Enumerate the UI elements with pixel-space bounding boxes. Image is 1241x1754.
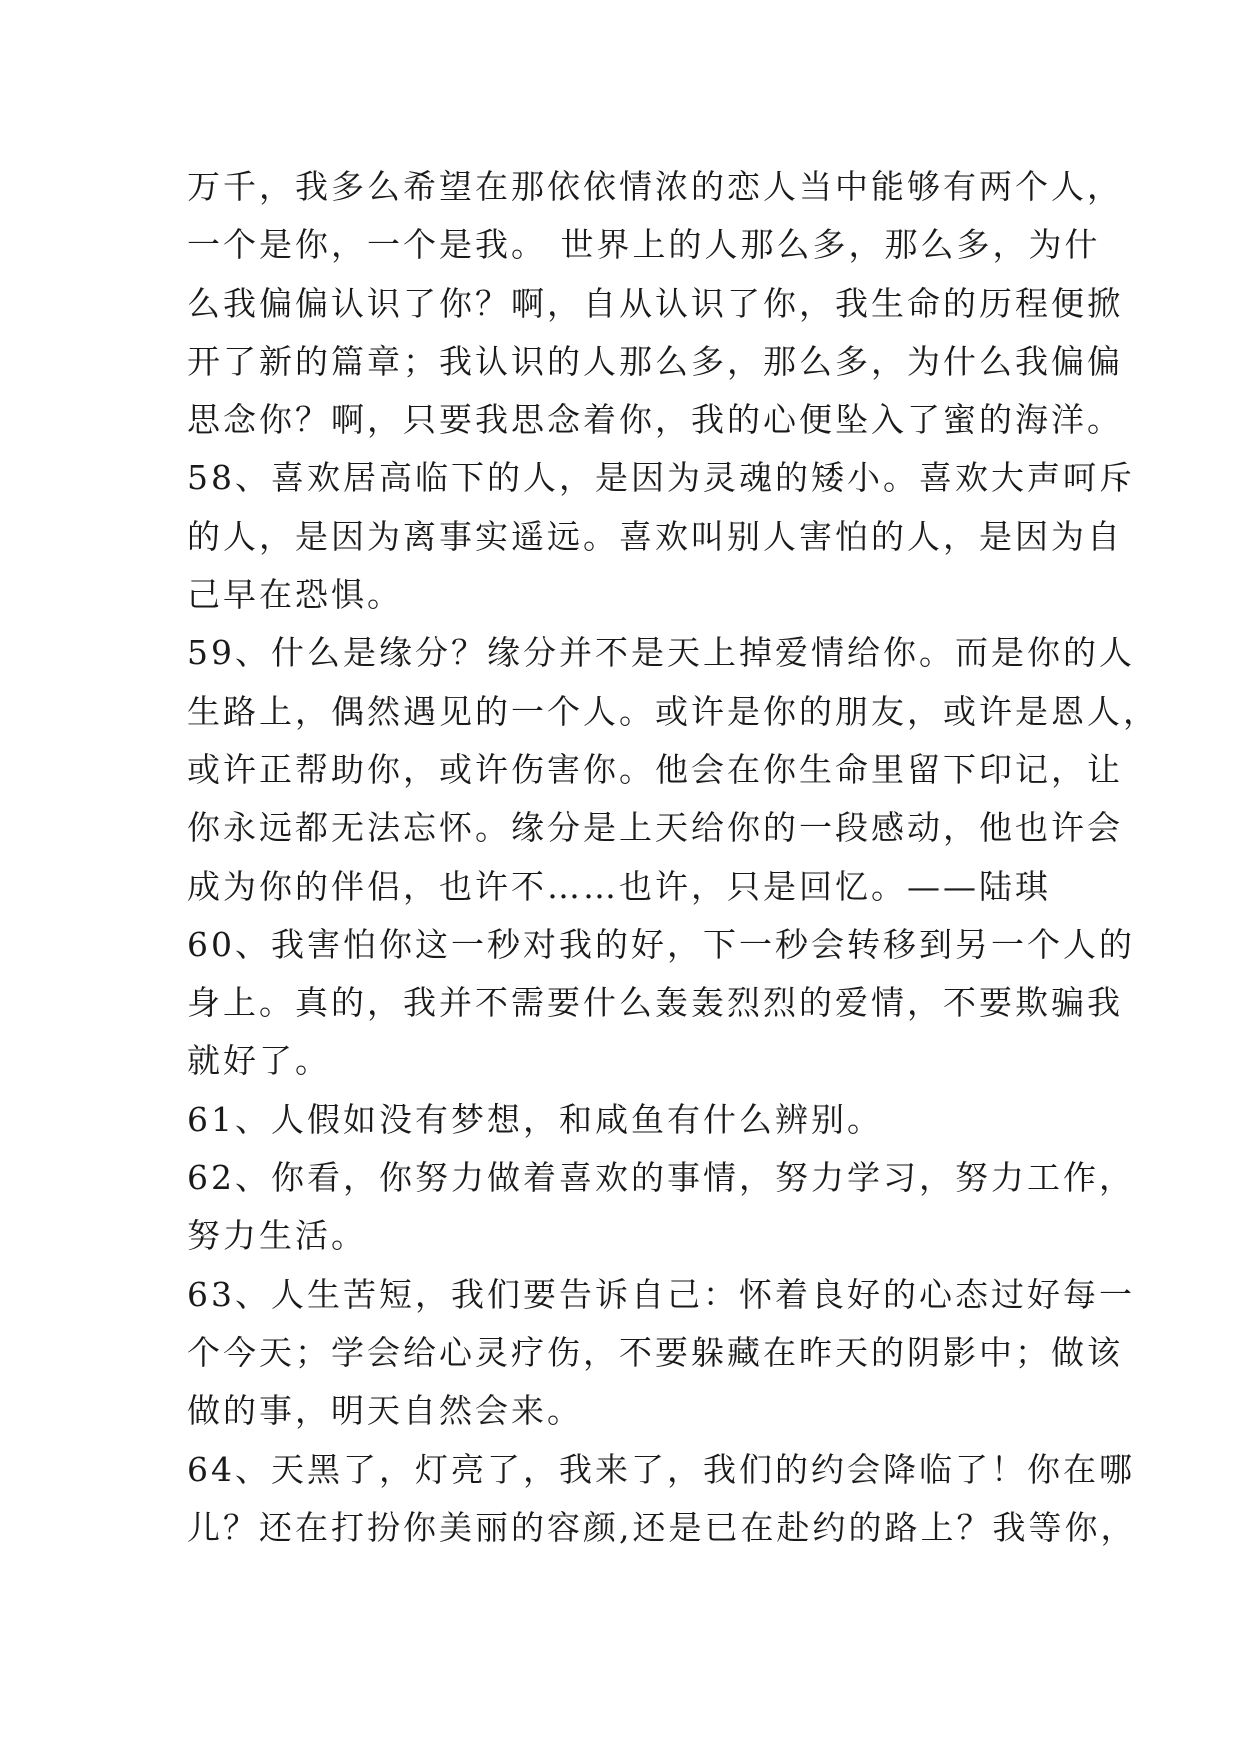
text-line: 或许正帮助你，或许伤害你。他会在你生命里留下印记，让 <box>187 749 1123 789</box>
text-line: 64、天黑了，灯亮了，我来了，我们的约会降临了！你在哪 <box>187 1449 1135 1489</box>
text-line: 万千，我多么希望在那依依情浓的恋人当中能够有两个人， <box>187 167 1123 206</box>
text-line: 59、什么是缘分？缘分并不是天上掉爱情给你。而是你的人 <box>187 633 1135 673</box>
text-line: 个今天；学会给心灵疗伤，不要躲藏在昨天的阴影中；做该 <box>187 1332 1123 1372</box>
text-line: 的人，是因为离事实遥远。喜欢叫别人害怕的人，是因为自 <box>187 516 1123 556</box>
text-line: 生路上，偶然遇见的一个人。或许是你的朋友，或许是恩人， <box>187 691 1159 731</box>
body-text <box>187 158 1159 1557</box>
text-line: 就好了。 <box>187 1041 331 1081</box>
text-line: 一个是你，一个是我。 世界上的人那么多，那么多，为什 <box>187 225 1101 265</box>
text-line: 身上。真的，我并不需要什么轰轰烈烈的爱情，不要欺骗我 <box>187 983 1123 1023</box>
text-line: 己早在恐惧。 <box>187 575 403 615</box>
text-line: 61、人假如没有梦想，和咸鱼有什么辨别。 <box>187 1099 883 1139</box>
text-line: 思念你？啊，只要我思念着你，我的心便坠入了蜜的海洋。 <box>187 400 1123 440</box>
text-line: 58、喜欢居高临下的人，是因为灵魂的矮小。喜欢大声呵斥 <box>187 458 1135 498</box>
text-line: 你永远都无法忘怀。缘分是上天给你的一段感动，他也许会 <box>187 808 1123 848</box>
text-line: 努力生活。 <box>187 1216 367 1256</box>
text-line: 么我偏偏认识了你？啊，自从认识了你，我生命的历程便掀 <box>187 283 1123 323</box>
text-line: 62、你看，你努力做着喜欢的事情，努力学习，努力工作， <box>187 1158 1135 1198</box>
text-line: 63、人生苦短，我们要告诉自己：怀着良好的心态过好每一 <box>187 1274 1135 1314</box>
text-line: 开了新的篇章；我认识的人那么多，那么多，为什么我偏偏 <box>187 341 1123 381</box>
text-line: 成为你的伴侣，也许不……也许，只是回忆。——陆琪 <box>187 866 1051 906</box>
text-line: 儿？还在打扮你美丽的容颜,还是已在赴约的路上？我等你， <box>187 1507 1137 1547</box>
text-line: 做的事，明天自然会来。 <box>187 1391 583 1431</box>
text-line: 60、我害怕你这一秒对我的好，下一秒会转移到另一个人的 <box>187 924 1135 964</box>
